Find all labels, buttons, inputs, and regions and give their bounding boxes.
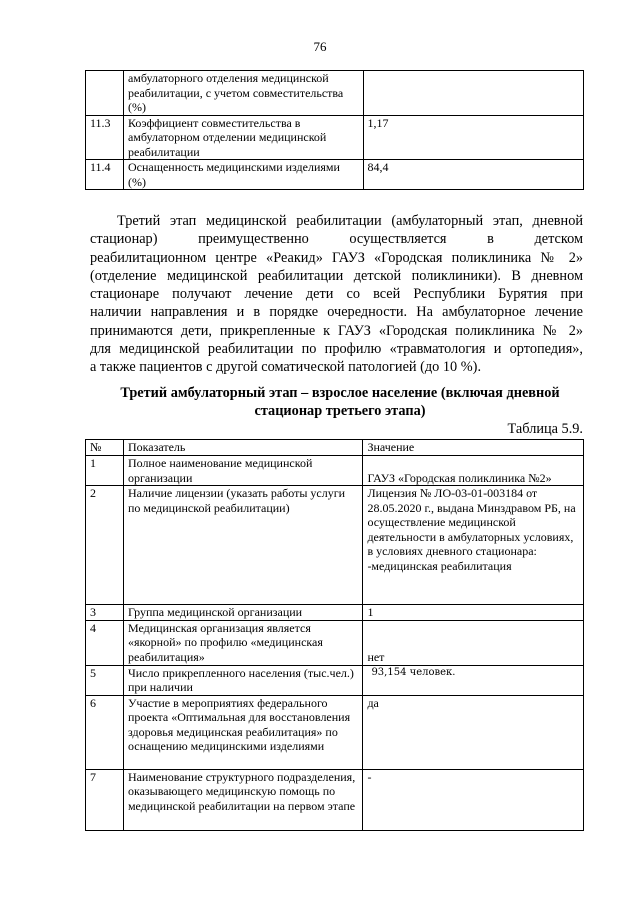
row-value: 93,154 человек. (363, 665, 584, 695)
paragraph-line: а также пациентов с другой соматической патологией (до 10 %). (90, 359, 482, 376)
row-value: да (363, 695, 584, 769)
row-indicator: Участие в мероприятиях федерального проекта «Оптимальная для восстановления здоровья медицинская реабилитация» по оснащению медицинскими изделиями (123, 695, 363, 769)
row-number: 4 (86, 620, 124, 665)
rehab-stage-table (85, 439, 584, 831)
row-value: 1 (363, 605, 584, 621)
paragraph-line: стационаре получают лечение дети со всей Республики Бурятия при (90, 286, 583, 303)
table-caption: Таблица 5.9. (507, 421, 583, 437)
row-number: 11.4 (86, 160, 124, 190)
header-number: № (86, 440, 124, 456)
table-row (86, 695, 584, 769)
table-row (86, 769, 584, 830)
row-number: 5 (86, 665, 124, 695)
table-row (86, 620, 584, 665)
row-indicator: Оснащенность медицинскими изделиями (%) (123, 160, 363, 190)
row-indicator: Коэффициент совместительства в амбулаторном отделении медицинской реабилитации (123, 115, 363, 160)
section-heading: Третий амбулаторный этап – взрослое население (включая дневной стационар третьего этапа) (120, 385, 560, 419)
row-number: 2 (86, 486, 124, 605)
row-number: 7 (86, 769, 124, 830)
header-indicator: Показатель (123, 440, 363, 456)
table-row (86, 486, 584, 605)
indicators-table-continued (85, 70, 584, 190)
row-value: 1,17 (363, 115, 583, 160)
row-indicator: амбулаторного отделения медицинской реабилитации, с учетом совместительства (%) (123, 71, 363, 116)
paragraph-line: для медицинской реабилитации по профилю «травматология и ортопедия», (90, 341, 583, 358)
table-row (86, 160, 584, 190)
row-value: Лицензия № ЛО-03-01-003184 от 28.05.2020 г., выдана Минздравом РБ, на осуществление медицинской деятельности в амбулаторных условиях, в условиях дневного стационара: -медицинская реабилитация (363, 486, 584, 605)
row-number: 6 (86, 695, 124, 769)
paragraph-line: стационар) преимущественно осуществляется в детском (90, 231, 583, 248)
table-row (86, 605, 584, 621)
row-indicator: Медицинская организация является «якорной» по профилю «медицинская реабилитация» (123, 620, 363, 665)
row-value: нет (363, 620, 584, 665)
paragraph-line: Третий этап медицинской реабилитации (амбулаторный этап, дневной (117, 213, 583, 229)
row-number: 1 (86, 456, 124, 486)
header-value: Значение (363, 440, 584, 456)
row-value (363, 71, 583, 116)
row-number: 3 (86, 605, 124, 621)
row-value: - (363, 769, 584, 830)
row-number (86, 71, 124, 116)
paragraph-line: (отделение медицинской реабилитации детской поликлиники). В дневном (90, 267, 583, 284)
table-row (86, 456, 584, 486)
paragraph-line: принимаются дети, прикрепленные к ГАУЗ «Городская поликлиника № 2» (90, 322, 583, 339)
row-value: 84,4 (363, 160, 583, 190)
paragraph-line: наличии направления и в порядке очередности. На амбулаторное лечение (90, 304, 583, 321)
table-row (86, 71, 584, 116)
row-indicator: Наличие лицензии (указать работы услуги по медицинской реабилитации) (123, 486, 363, 605)
body-paragraph (90, 212, 583, 377)
table-header-row (86, 440, 584, 456)
row-number: 11.3 (86, 115, 124, 160)
page-number: 76 (313, 39, 327, 54)
table-row (86, 665, 584, 695)
row-indicator: Группа медицинской организации (123, 605, 363, 621)
paragraph-line: реабилитационном центре «Реакид» ГАУЗ «Городская поликлиника № 2» (90, 249, 583, 266)
row-value: ГАУЗ «Городская поликлиника №2» (363, 456, 584, 486)
table-row (86, 115, 584, 160)
row-indicator: Полное наименование медицинской организации (123, 456, 363, 486)
row-indicator: Наименование структурного подразделения, оказывающего медицинскую помощь по медицинской реабилитации на первом этапе (123, 769, 363, 830)
row-indicator: Число прикрепленного населения (тыс.чел.) при наличии (123, 665, 363, 695)
